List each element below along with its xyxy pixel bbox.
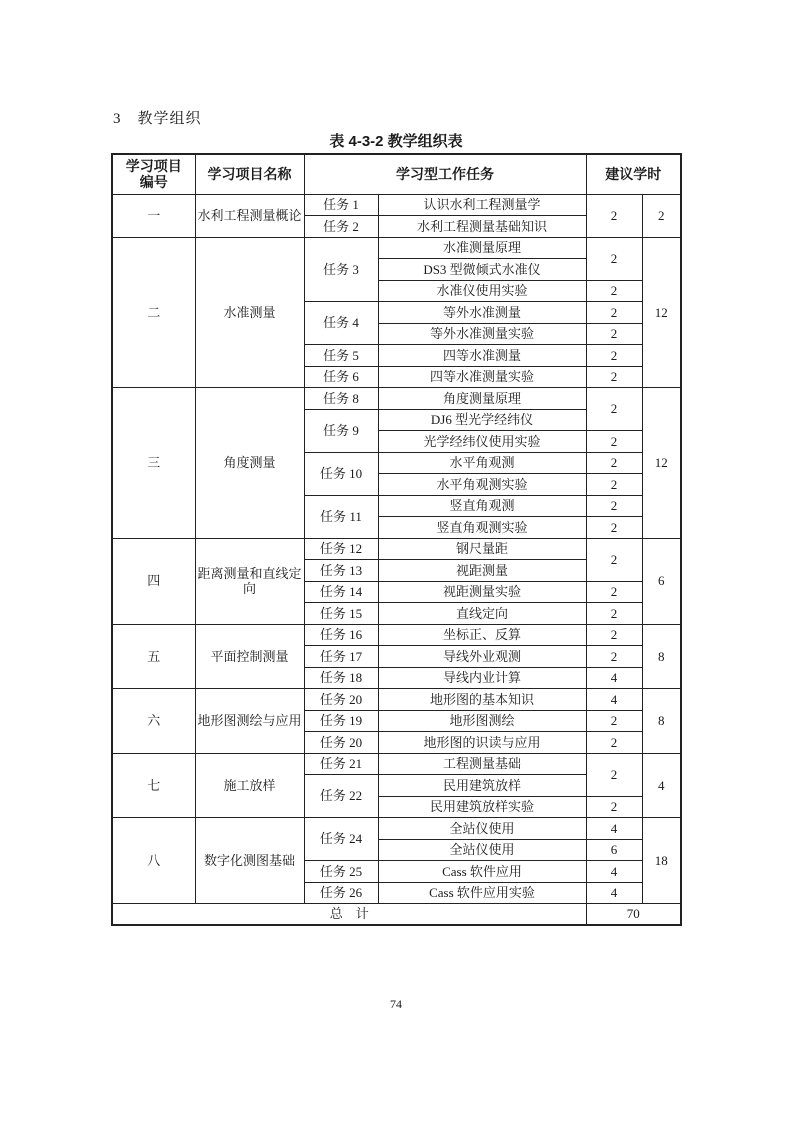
hours-cell: 4: [586, 861, 642, 883]
task-desc-cell: 地形图测绘: [378, 710, 586, 732]
task-desc-cell: DJ6 型光学经纬仪: [378, 409, 586, 431]
table-caption: 表 4-3-2 教学组织表: [329, 133, 463, 150]
hours-cell: 2: [586, 280, 642, 302]
section-total-cell: 2: [642, 194, 681, 237]
hours-cell: 2: [586, 194, 642, 237]
hours-cell: 4: [586, 818, 642, 840]
section-number-cell: 三: [112, 388, 195, 539]
project-name-cell: 地形图测绘与应用: [195, 689, 304, 754]
task-label-cell: 任务 8: [304, 388, 378, 410]
hours-cell: 2: [586, 323, 642, 345]
table-row: [112, 818, 681, 840]
hours-cell: 2: [586, 603, 642, 625]
hours-cell: 2: [586, 474, 642, 496]
hours-cell: 2: [586, 710, 642, 732]
task-label-cell: 任务 11: [304, 495, 378, 538]
table-row: [112, 538, 681, 560]
task-desc-cell: Cass 软件应用实验: [378, 882, 586, 904]
task-label-cell: 任务 14: [304, 581, 378, 603]
section-total-cell: 8: [642, 689, 681, 754]
section-heading-number: 3: [113, 111, 122, 127]
task-label-cell: 任务 24: [304, 818, 378, 861]
project-name-cell: 水利工程测量概论: [195, 194, 304, 237]
task-label-cell: 任务 5: [304, 345, 378, 367]
task-desc-cell: 地形图的基本知识: [378, 689, 586, 711]
task-desc-cell: DS3 型微倾式水准仪: [378, 259, 586, 281]
header-suggested-hours: 建议学时: [586, 154, 681, 194]
task-desc-cell: 民用建筑放样: [378, 775, 586, 797]
task-desc-cell: Cass 软件应用: [378, 861, 586, 883]
hours-cell: 4: [586, 882, 642, 904]
task-desc-cell: 工程测量基础: [378, 753, 586, 775]
task-desc-cell: 水平角观测实验: [378, 474, 586, 496]
task-desc-cell: 等外水准测量实验: [378, 323, 586, 345]
hours-cell: 2: [586, 431, 642, 453]
header-row: [112, 154, 681, 194]
task-desc-cell: 认识水利工程测量学: [378, 194, 586, 216]
task-label-cell: 任务 10: [304, 452, 378, 495]
project-name-cell: 数字化测图基础: [195, 818, 304, 904]
task-desc-cell: 坐标正、反算: [378, 624, 586, 646]
task-desc-cell: 直线定向: [378, 603, 586, 625]
hours-cell: 2: [586, 732, 642, 754]
task-desc-cell: 导线内业计算: [378, 667, 586, 689]
header-project-name: 学习项目名称: [195, 154, 304, 194]
header-project-no-line1: 学习项目: [125, 157, 182, 174]
section-total-cell: 12: [642, 388, 681, 539]
header-work-tasks: 学习型工作任务: [304, 154, 586, 194]
hours-cell: 2: [586, 538, 642, 581]
project-name-cell: 水准测量: [195, 237, 304, 388]
section-number-cell: 一: [112, 194, 195, 237]
task-label-cell: 任务 3: [304, 237, 378, 302]
header-project-no: [112, 154, 195, 194]
table-row: [112, 753, 681, 775]
section-number-cell: 六: [112, 689, 195, 754]
task-desc-cell: 四等水准测量实验: [378, 366, 586, 388]
task-label-cell: 任务 20: [304, 732, 378, 754]
task-desc-cell: 钢尺量距: [378, 538, 586, 560]
section-number-cell: 七: [112, 753, 195, 818]
task-desc-cell: 等外水准测量: [378, 302, 586, 324]
section-total-cell: 6: [642, 538, 681, 624]
project-name-cell: 距离测量和直线定向: [195, 538, 304, 624]
hours-cell: 2: [586, 796, 642, 818]
section-heading: [113, 107, 202, 128]
hours-cell: 2: [586, 624, 642, 646]
task-desc-cell: 全站仪使用: [378, 839, 586, 861]
hours-cell: 2: [586, 237, 642, 280]
section-number-cell: 二: [112, 237, 195, 388]
hours-cell: 4: [586, 667, 642, 689]
task-desc-cell: 民用建筑放样实验: [378, 796, 586, 818]
task-label-cell: 任务 4: [304, 302, 378, 345]
section-total-cell: 12: [642, 237, 681, 388]
section-total-cell: 8: [642, 624, 681, 689]
project-name-cell: 平面控制测量: [195, 624, 304, 689]
teaching-organization-table: [111, 153, 682, 926]
task-label-cell: 任务 17: [304, 646, 378, 668]
section-number-cell: 四: [112, 538, 195, 624]
project-name-cell: 施工放样: [195, 753, 304, 818]
hours-cell: 2: [586, 581, 642, 603]
table-row: [112, 624, 681, 646]
task-label-cell: 任务 2: [304, 216, 378, 238]
hours-cell: 4: [586, 689, 642, 711]
grand-total-hours: 70: [586, 904, 681, 926]
hours-cell: 2: [586, 495, 642, 517]
hours-cell: 2: [586, 345, 642, 367]
section-heading-title: 教学组织: [137, 111, 202, 127]
table-row: [112, 388, 681, 410]
task-desc-cell: 水利工程测量基础知识: [378, 216, 586, 238]
section-number-cell: 五: [112, 624, 195, 689]
task-desc-cell: 角度测量原理: [378, 388, 586, 410]
task-label-cell: 任务 22: [304, 775, 378, 818]
task-label-cell: 任务 9: [304, 409, 378, 452]
task-label-cell: 任务 26: [304, 882, 378, 904]
task-label-cell: 任务 1: [304, 194, 378, 216]
task-desc-cell: 全站仪使用: [378, 818, 586, 840]
task-label-cell: 任务 15: [304, 603, 378, 625]
grand-total-label: 总 计: [112, 904, 586, 926]
task-label-cell: 任务 13: [304, 560, 378, 582]
table-row: [112, 689, 681, 711]
task-label-cell: 任务 25: [304, 861, 378, 883]
project-name-cell: 角度测量: [195, 388, 304, 539]
task-label-cell: 任务 21: [304, 753, 378, 775]
task-label-cell: 任务 18: [304, 667, 378, 689]
hours-cell: 2: [586, 753, 642, 796]
hours-cell: 2: [586, 302, 642, 324]
task-label-cell: 任务 19: [304, 710, 378, 732]
task-desc-cell: 地形图的识读与应用: [378, 732, 586, 754]
hours-cell: 2: [586, 517, 642, 539]
task-label-cell: 任务 16: [304, 624, 378, 646]
hours-cell: 2: [586, 646, 642, 668]
hours-cell: 2: [586, 366, 642, 388]
task-desc-cell: 水准测量原理: [378, 237, 586, 259]
section-total-cell: 4: [642, 753, 681, 818]
hours-cell: 2: [586, 452, 642, 474]
task-desc-cell: 导线外业观测: [378, 646, 586, 668]
task-label-cell: 任务 12: [304, 538, 378, 560]
task-desc-cell: 视距测量实验: [378, 581, 586, 603]
section-total-cell: 18: [642, 818, 681, 904]
hours-cell: 2: [586, 388, 642, 431]
task-desc-cell: 四等水准测量: [378, 345, 586, 367]
task-desc-cell: 竖直角观测实验: [378, 517, 586, 539]
table-row: [112, 194, 681, 216]
task-desc-cell: 竖直角观测: [378, 495, 586, 517]
section-number-cell: 八: [112, 818, 195, 904]
header-project-no-line2: 编号: [139, 174, 168, 191]
task-label-cell: 任务 6: [304, 366, 378, 388]
grand-total-row: [112, 904, 681, 926]
hours-cell: 6: [586, 839, 642, 861]
task-desc-cell: 水平角观测: [378, 452, 586, 474]
task-label-cell: 任务 20: [304, 689, 378, 711]
table-row: [112, 237, 681, 259]
page-number: 74: [390, 997, 402, 1011]
task-desc-cell: 水准仪使用实验: [378, 280, 586, 302]
task-desc-cell: 光学经纬仪使用实验: [378, 431, 586, 453]
task-desc-cell: 视距测量: [378, 560, 586, 582]
